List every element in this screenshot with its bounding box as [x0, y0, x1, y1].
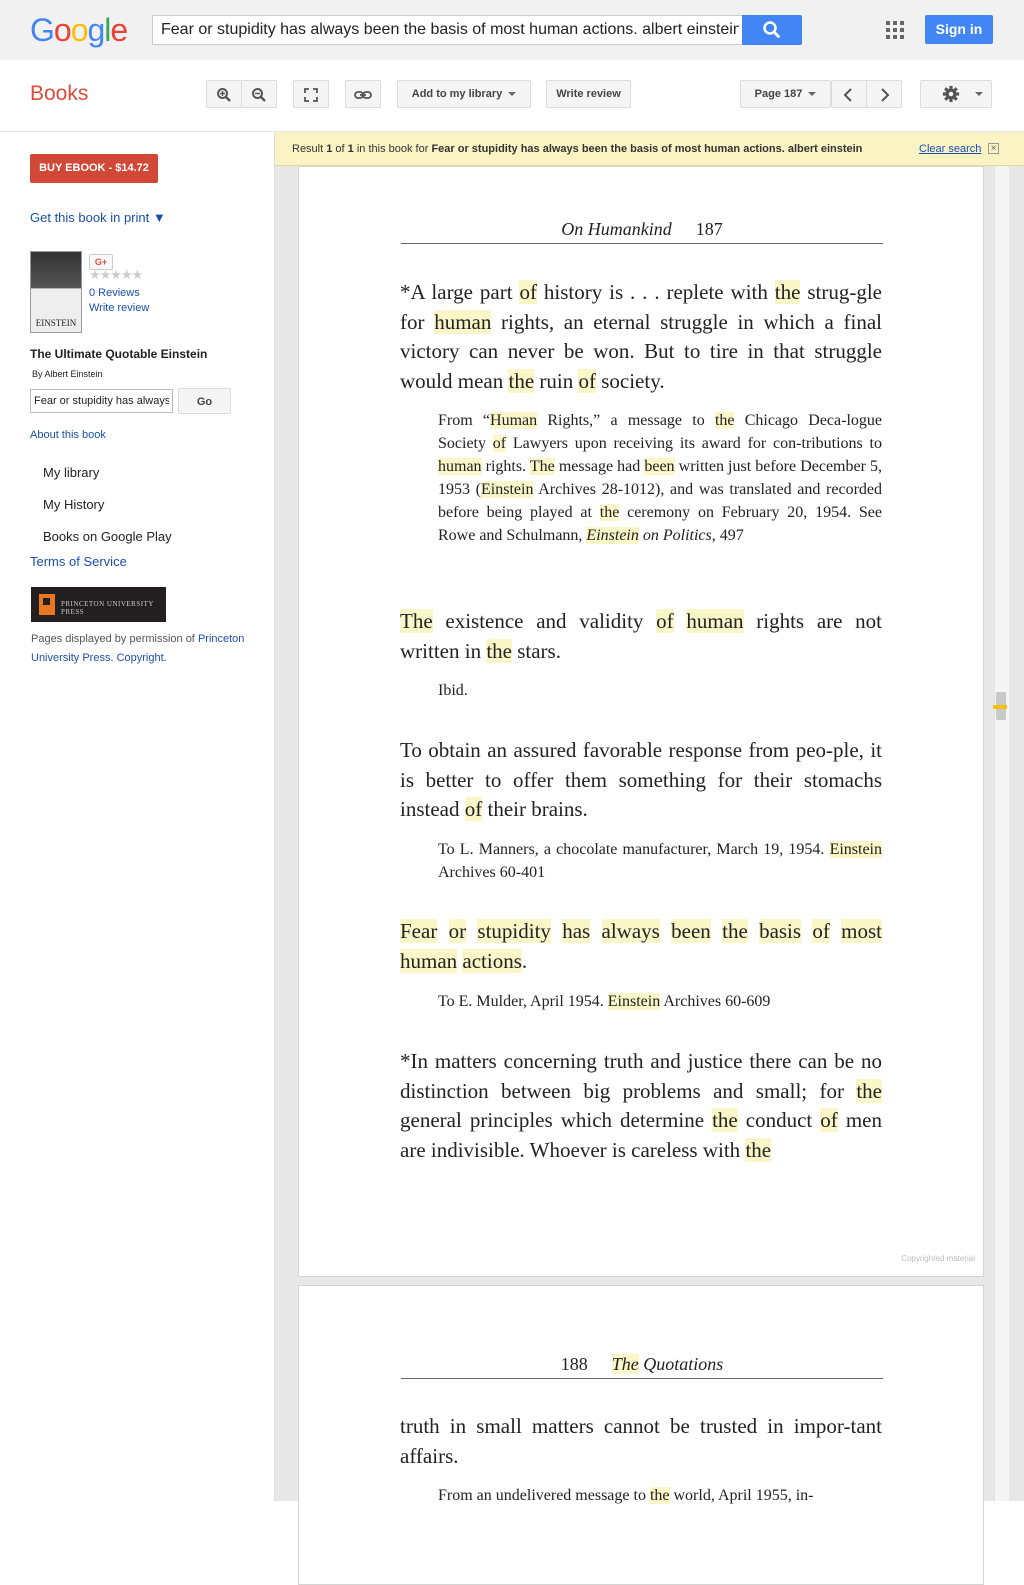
- search-term-highlight: the: [722, 919, 748, 943]
- nav-my-history[interactable]: My History: [43, 497, 105, 512]
- go-button[interactable]: Go: [178, 388, 231, 414]
- result-of: of: [332, 143, 348, 155]
- search-term-highlight: the: [712, 1108, 738, 1132]
- search-term-highlight: the: [649, 1487, 670, 1504]
- top-bar: [0, 0, 1024, 61]
- source-block: Ibid.: [438, 682, 468, 699]
- link-button[interactable]: [345, 80, 381, 108]
- search-button[interactable]: [742, 15, 802, 45]
- cover-title: EINSTEIN: [35, 318, 77, 328]
- search-term-highlight: the: [745, 1137, 772, 1162]
- search-term-highlight: of: [820, 1108, 838, 1132]
- running-head-title: Quotations: [638, 1354, 724, 1374]
- search-term-highlight: always: [601, 919, 660, 943]
- copyright-mark: Copyrighted material: [901, 1254, 975, 1263]
- search-term-highlight: the: [714, 412, 735, 429]
- search-term-highlight: of: [492, 435, 507, 452]
- buy-ebook-button[interactable]: BUY EBOOK - $14.72: [30, 154, 158, 183]
- search-term-highlight: actions: [462, 948, 522, 973]
- chevron-down-icon: [808, 92, 816, 96]
- google-logo[interactable]: [30, 12, 127, 49]
- search-input[interactable]: [152, 15, 747, 45]
- logo-letter: G: [30, 12, 54, 48]
- page-number: 187: [695, 219, 723, 239]
- result-text: [292, 143, 862, 155]
- search-term-highlight: Einstein: [607, 993, 661, 1010]
- search-term-highlight: Einstein: [481, 481, 534, 498]
- book-author: By Albert Einstein: [32, 369, 103, 379]
- permission-note: [31, 630, 261, 668]
- apps-grid-icon[interactable]: [886, 21, 904, 39]
- book-cover-thumbnail[interactable]: [30, 251, 82, 333]
- book-page-187: [298, 166, 984, 1277]
- write-review-link[interactable]: Write review: [89, 302, 150, 314]
- search-term-highlight: the: [774, 280, 801, 304]
- matched-quote-block: Fear or stupidity has always been the basis of most human actions.: [400, 919, 882, 973]
- logo-letter: e: [110, 12, 128, 48]
- search-term-highlight: human: [686, 609, 744, 633]
- zoom-out-icon: [251, 87, 267, 103]
- search-term-highlight: human: [434, 309, 492, 334]
- chevron-down-icon: [508, 92, 516, 96]
- result-total: 1: [347, 143, 354, 155]
- logo-letter: g: [87, 12, 105, 48]
- italic-text: on Politics: [638, 527, 712, 544]
- running-head-highlight: The: [611, 1354, 639, 1374]
- books-toolbar: [0, 60, 1024, 132]
- rating-stars: ★★★★★: [89, 267, 143, 282]
- clear-search-link[interactable]: Clear search: [919, 143, 982, 155]
- search-term-highlight: human: [438, 458, 482, 475]
- search-term-highlight: The: [529, 458, 555, 475]
- write-review-button[interactable]: Write review: [546, 80, 631, 108]
- search-icon: [742, 15, 802, 45]
- about-this-book-link[interactable]: About this book: [30, 429, 106, 441]
- chevron-right-icon: [876, 87, 892, 103]
- quote-block: truth in small matters cannot be trusted in impor-tant affairs.: [400, 1414, 882, 1468]
- search-term-highlight: human: [400, 948, 458, 973]
- settings-button[interactable]: [920, 80, 992, 108]
- permission-separator: .: [110, 652, 117, 664]
- result-mid: in this book for: [353, 143, 432, 155]
- quote-block: To obtain an assured favorable response from peo-ple, it is better to offer them something for their stomachs instead of their brains.: [400, 738, 882, 821]
- zoom-in-button[interactable]: [206, 80, 242, 108]
- logo-letter: o: [53, 12, 71, 48]
- running-head: [401, 1354, 883, 1379]
- running-head-title: On Humankind: [561, 219, 672, 239]
- quote-block: *In matters concerning truth and justice there can be no distinction between big problems and small; for the general principles which determine the conduct of men are indivisible. Whoever is careless with the: [400, 1049, 882, 1162]
- zoom-out-button[interactable]: [241, 80, 277, 108]
- close-icon[interactable]: ×: [988, 143, 999, 154]
- search-term-highlight: the: [599, 504, 620, 521]
- get-in-print-link[interactable]: Get this book in print ▼: [30, 210, 166, 225]
- permission-end: .: [163, 652, 167, 664]
- sidebar: [0, 132, 274, 1501]
- search-term-highlight: of: [578, 368, 596, 393]
- gear-icon: [941, 85, 961, 103]
- page-selector-label: Page 187: [754, 88, 803, 100]
- search-term-highlight: most: [841, 919, 882, 943]
- search-term-highlight: of: [812, 919, 830, 943]
- search-term-highlight: Einstein: [586, 527, 639, 544]
- search-term-highlight: of: [656, 609, 674, 633]
- search-term-highlight: the: [486, 638, 512, 663]
- publisher-logo-text: PRINCETON UNIVERSITY PRESS: [61, 600, 154, 616]
- terms-of-service-link[interactable]: Terms of Service: [30, 554, 127, 569]
- search-term-highlight: has: [562, 919, 591, 943]
- logo-letter: l: [104, 12, 111, 48]
- search-term-highlight: The: [400, 609, 433, 633]
- publisher-logo[interactable]: [31, 587, 166, 622]
- nav-my-library[interactable]: My library: [43, 465, 100, 480]
- sign-in-button[interactable]: Sign in: [925, 15, 993, 44]
- search-result-bar: [275, 132, 1024, 166]
- chevron-left-icon: [841, 87, 857, 103]
- page-selector[interactable]: [740, 80, 831, 108]
- search-term-highlight: been: [671, 919, 711, 943]
- next-page-button[interactable]: [866, 80, 902, 108]
- in-book-search-input[interactable]: [30, 389, 173, 413]
- search-term-highlight: of: [519, 280, 537, 304]
- search-term-highlight: basis: [759, 919, 802, 943]
- book-page-188: [298, 1285, 984, 1585]
- result-query: Fear or stupidity has always been the basis of most human actions. albert einstein: [431, 143, 863, 155]
- search-term-highlight: Fear: [400, 919, 438, 943]
- chevron-down-icon: [975, 92, 983, 96]
- source-block: To L. Manners, a chocolate manufacturer, March 19, 1954. Einstein Archives 60-401: [438, 841, 882, 881]
- book-viewer: [274, 132, 1024, 1504]
- google-plus-button[interactable]: G+: [89, 254, 113, 270]
- quote-block: *A large part of history is . . . replete with the strug-gle for human rights, an eternal struggle in which a final victory can never be won. But to tire in that struggle would mean the ruin of society.: [400, 280, 882, 393]
- search-match-marker: [993, 705, 1007, 709]
- publisher-link[interactable]: Princeton University Press: [31, 633, 245, 664]
- search-term-highlight: been: [644, 458, 675, 475]
- search-term-highlight: of: [464, 797, 483, 821]
- add-to-library-label: Add to my library: [411, 88, 503, 100]
- permission-text: Pages displayed by permission of: [31, 633, 198, 645]
- result-index: 1: [326, 143, 333, 155]
- search-term-highlight: stupidity: [477, 919, 551, 943]
- source-block: From “Human Rights,” a message to the Chicago Deca-logue Society of Lawyers upon receiving its award for con-tributions to human rights. The message had been written just before December 5, 1953 (Einstein Archives 28-1012), and was translated and recorded before being played at the ceremony on February 20, 1954. See Rowe and Schulmann, Einstein on Politics, 497: [438, 412, 883, 544]
- link-icon: [354, 87, 372, 103]
- viewer-scrollbar[interactable]: [994, 166, 1009, 1501]
- fullscreen-button[interactable]: [293, 80, 329, 108]
- quote-block: The existence and validity of human rights are not written in the stars.: [400, 609, 883, 663]
- search-term-highlight: or: [448, 919, 467, 943]
- previous-page-button[interactable]: [831, 80, 867, 108]
- publisher-p-icon: [39, 594, 55, 615]
- books-section-label[interactable]: Books: [30, 82, 89, 105]
- source-block: From an undelivered message to the world, April 1955, in-: [438, 1487, 814, 1504]
- fullscreen-icon: [303, 87, 319, 103]
- logo-letter: o: [70, 12, 88, 48]
- running-head: [401, 219, 883, 244]
- zoom-in-icon: [216, 87, 232, 103]
- search-term-highlight: Human: [490, 412, 538, 429]
- source-block: To E. Mulder, April 1954. Einstein Archives 60-609: [438, 993, 771, 1010]
- reviews-link[interactable]: 0 Reviews: [89, 287, 140, 299]
- book-title: The Ultimate Quotable Einstein: [30, 347, 208, 361]
- search-term-highlight: the: [856, 1078, 882, 1103]
- result-prefix: Result: [292, 143, 327, 155]
- search-term-highlight: the: [508, 368, 535, 393]
- search-term-highlight: Einstein: [829, 841, 882, 858]
- add-to-library-button[interactable]: [397, 80, 531, 108]
- copyright-link[interactable]: Copyright: [116, 652, 164, 664]
- nav-books-on-google-play[interactable]: Books on Google Play: [43, 529, 172, 544]
- page-number: 188: [560, 1354, 588, 1374]
